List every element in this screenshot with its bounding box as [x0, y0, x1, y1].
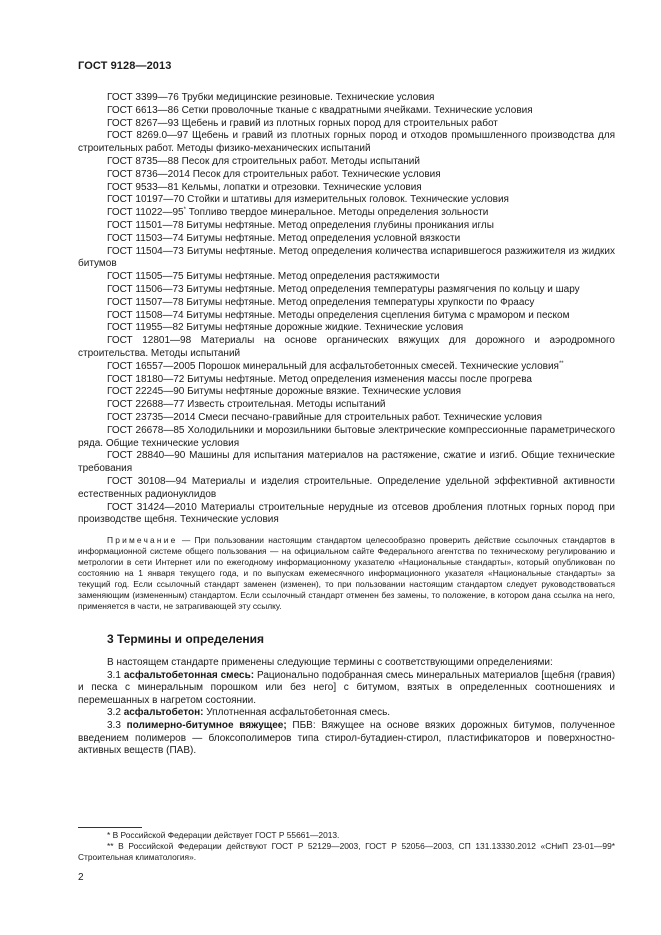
footnotes [78, 830, 615, 863]
reference-item: ГОСТ 11505—75 Битумы нефтяные. Метод определения растяжимости [107, 271, 440, 283]
page-number: 2 [78, 872, 84, 883]
footnote-marker: * [183, 207, 186, 214]
reference-item: ГОСТ 23735—2014 Смеси песчано-гравийные для строительных работ. Технические условия [107, 411, 543, 423]
reference-item: ГОСТ 26678—85 Холодильники и морозильники бытовые электрические компрессионные параметрического ряда. Общие технические условия [78, 424, 616, 449]
reference-item: ГОСТ 30108—94 Материалы и изделия строительные. Определение удельной эффективной активности естественных радионуклидов [78, 475, 616, 500]
note-label: Примечание [107, 535, 178, 546]
term-name: асфальтобетон: [123, 707, 204, 719]
term-item: 3.1 асфальтобетонная смесь: Рационально подобранная смесь минеральных материалов [щебня (гравия) и песка с минеральным порошком или без него] с битумом, взятых в определенных соотношениях и перемешанных в нагретом состоянии. [78, 669, 616, 706]
term-name: асфальтобетонная смесь: [123, 669, 255, 681]
reference-item: ГОСТ 8735—88 Песок для строительных работ. Методы испытаний [107, 155, 420, 167]
reference-item: ГОСТ 11507—78 Битумы нефтяные. Метод определения температуры хрупкости по Фраасу [107, 296, 535, 308]
section-heading: 3 Термины и определения [107, 632, 265, 646]
term-name: полимерно-битумное вяжущее; [126, 719, 287, 731]
terms-definitions [78, 657, 615, 758]
reference-item: ГОСТ 11503—74 Битумы нефтяные. Метод определения условной вязкости [107, 232, 461, 244]
reference-item: ГОСТ 11504—73 Битумы нефтяные. Метод определения количества испарившегося разжижителя из жидких битумов [78, 245, 616, 270]
reference-note [78, 535, 615, 612]
reference-item: ГОСТ 11501—78 Битумы нефтяные. Метод определения глубины проникания иглы [107, 219, 494, 231]
reference-item: ГОСТ 10197—70 Стойки и штативы для измерительных головок. Технические условия [107, 194, 509, 206]
reference-item: ГОСТ 8269.0—97 Щебень и гравий из плотных горных пород и отходов промышленного производства для строительных работ. Методы физико-механических испытаний [78, 130, 615, 155]
reference-item: ГОСТ 11955—82 Битумы нефтяные дорожные жидкие. Технические условия [107, 322, 464, 334]
footnote: * В Российской Федерации действует ГОСТ Р 55661—2013. [107, 830, 340, 840]
reference-item: ГОСТ 12801—98 Материалы на основе органических вяжущих для дорожного и аэродромного строительства. Методы испытаний [78, 335, 615, 359]
reference-item: ГОСТ 28840—90 Машины для испытания материалов на растяжение, сжатие и изгиб. Общие технические требования [78, 450, 615, 475]
footnote-divider [78, 827, 142, 828]
terms-intro: В настоящем стандарте применены следующие термины с соответствующими определениями: [107, 657, 553, 668]
reference-item: ГОСТ 11508—74 Битумы нефтяные. Методы определения сцепления битума с мрамором и песком [107, 309, 570, 321]
footnote: ** В Российской Федерации действуют ГОСТ Р 52129—2003, ГОСТ Р 52056—2003, СП 131.13330.2012 «СНиП 23-01—99* Строительная климатология». [78, 841, 615, 862]
reference-item: ГОСТ 22688—77 Известь строительная. Методы испытаний [107, 399, 386, 411]
reference-item: ГОСТ 11506—73 Битумы нефтяные. Метод определения температуры размягчения по кольцу и шару [107, 283, 580, 295]
reference-item: ГОСТ 22245—90 Битумы нефтяные дорожные вязкие. Технические условия [107, 386, 462, 398]
reference-item: ГОСТ 6613—86 Сетки проволочные тканые с квадратными ячейками. Технические условия [107, 104, 533, 116]
reference-item: ГОСТ 16557—2005 Порошок минеральный для асфальтобетонных смесей. Технические условия** [107, 360, 564, 372]
reference-item: ГОСТ 11022—95* Топливо твердое минеральное. Методы определения зольности [107, 207, 489, 219]
term-item: 3.2 асфальтобетон: Уплотненная асфальтобетонная смесь. [107, 707, 391, 719]
reference-item: ГОСТ 8267—93 Щебень и гравий из плотных горных пород для строительных работ [107, 117, 498, 129]
note-text: — При пользовании настоящим стандартом целесообразно проверить действие ссылочных стандартов в информационной системе общего пользования — на официальном сайте Федерального агентства по техническому регулированию и метрологии в сети Интернет или по ежегодному информационному указателю «Национальные стандарты», который опубликован по состоянию на 1 января текущего года, и по выпускам ежемесячного информационного указателя «Национальные стандарты» за текущий год. Если ссылочный стандарт заменен (изменен), то при пользовании настоящим стандартом следует руководствоваться заменяющим (измененным) стандартом. Если ссылочный стандарт отменен без замены, то положение, в котором дана ссылка на него, применяется в части, не затрагивающей эту ссылку. [78, 535, 616, 612]
reference-item: ГОСТ 9533—81 Кельмы, лопатки и отрезовки. Технические условия [107, 181, 422, 193]
term-item: 3.3 полимерно-битумное вяжущее; ПБВ: Вяжущее на основе вязких дорожных битумов, полученное введением полимеров — блоксополимеров типа стирол-бутадиен-стирол, пластификаторов и поверхностно-активных веществ (ПАВ). [78, 719, 616, 757]
reference-item: ГОСТ 3399—76 Трубки медицинские резиновые. Технические условия [107, 92, 435, 103]
normative-references [78, 92, 615, 620]
footnote-marker: ** [558, 360, 564, 367]
page-header: ГОСТ 9128—2013 [78, 60, 172, 72]
reference-item: ГОСТ 18180—72 Битумы нефтяные. Метод определения изменения массы после прогрева [107, 373, 532, 385]
reference-item: ГОСТ 31424—2010 Материалы строительные нерудные из отсевов дробления плотных горных пород при производстве щебня. Технические условия [78, 501, 615, 526]
reference-item: ГОСТ 8736—2014 Песок для строительных работ. Технические условия [107, 168, 441, 180]
